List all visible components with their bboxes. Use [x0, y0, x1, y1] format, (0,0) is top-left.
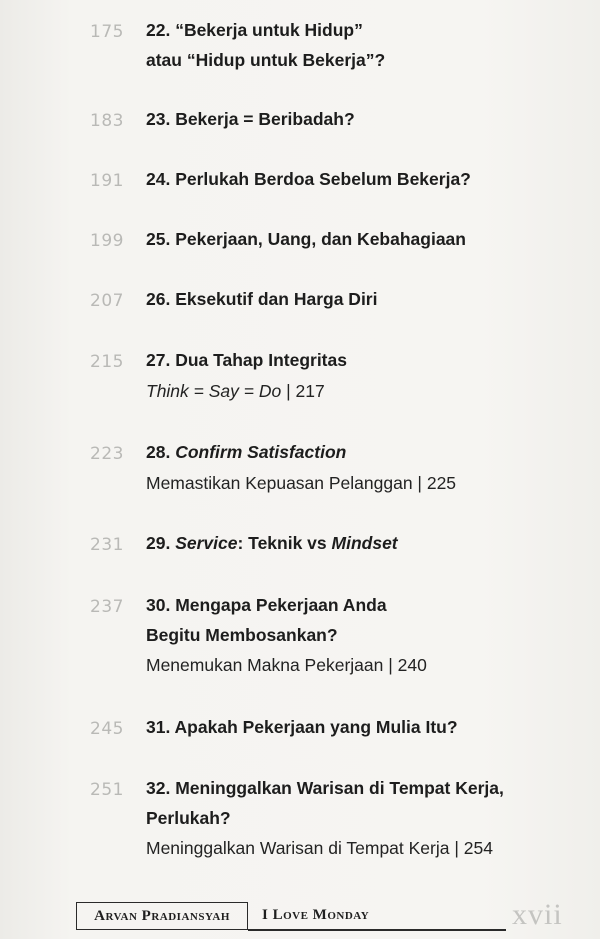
entry-subtitle: Meninggalkan Warisan di Tempat Kerja | 254 [146, 838, 493, 858]
book-title: I Love Monday [262, 907, 370, 923]
entry-title: 22. “Bekerja untuk Hidup” [146, 20, 363, 40]
page-number: 199 [90, 231, 124, 251]
page-number: 223 [90, 444, 124, 464]
entry-subtitle-italic: Think = Say = Do [146, 381, 282, 401]
entry-title: 32. Meninggalkan Warisan di Tempat Kerja, [146, 778, 504, 798]
entry-title: 24. Perlukah Berdoa Sebelum Bekerja? [146, 169, 471, 189]
author-box [76, 902, 248, 930]
page-number: 215 [90, 352, 124, 372]
entry-title-mid: : Teknik vs [237, 533, 332, 553]
entry-title-italic: Confirm Satisfaction [175, 442, 347, 462]
page-number: 245 [90, 719, 124, 739]
entry-title-italic-2: Mindset [331, 533, 398, 553]
entry-title-line2: Perlukah? [146, 808, 231, 828]
entry-subtitle [146, 381, 325, 402]
entry-title: 30. Mengapa Pekerjaan Anda [146, 595, 387, 615]
entry-title: 27. Dua Tahap Integritas [146, 350, 347, 370]
author-name: Arvan Pradiansyah [94, 907, 230, 924]
entry-subtitle-page: | 217 [281, 381, 325, 401]
page-number: 183 [90, 111, 124, 131]
footer-rule [248, 929, 506, 931]
entry-title [146, 533, 398, 554]
entry-title-prefix: 28. [146, 442, 176, 462]
entry-title: 31. Apakah Pekerjaan yang Mulia Itu? [146, 717, 458, 737]
entry-subtitle: Menemukan Makna Pekerjaan | 240 [146, 655, 427, 675]
entry-title: 25. Pekerjaan, Uang, dan Kebahagiaan [146, 229, 466, 249]
page-number: 237 [90, 597, 124, 617]
page-number: 207 [90, 291, 124, 311]
entry-title: 26. Eksekutif dan Harga Diri [146, 289, 378, 309]
entry-title-line2: atau “Hidup untuk Bekerja”? [146, 50, 386, 70]
entry-title-italic: Service [175, 533, 238, 553]
entry-subtitle: Memastikan Kepuasan Pelanggan | 225 [146, 473, 457, 493]
entry-title-line2: Begitu Membosankan? [146, 625, 338, 645]
running-footer [76, 902, 506, 932]
page-number: 251 [90, 780, 124, 800]
page-folio: xvii [512, 898, 563, 931]
entry-title: 23. Bekerja = Beribadah? [146, 109, 355, 129]
page-number: 231 [90, 535, 124, 555]
entry-title [146, 442, 346, 463]
entry-title-prefix: 29. [146, 533, 176, 553]
page-number: 191 [90, 171, 124, 191]
page-number: 175 [90, 22, 124, 42]
